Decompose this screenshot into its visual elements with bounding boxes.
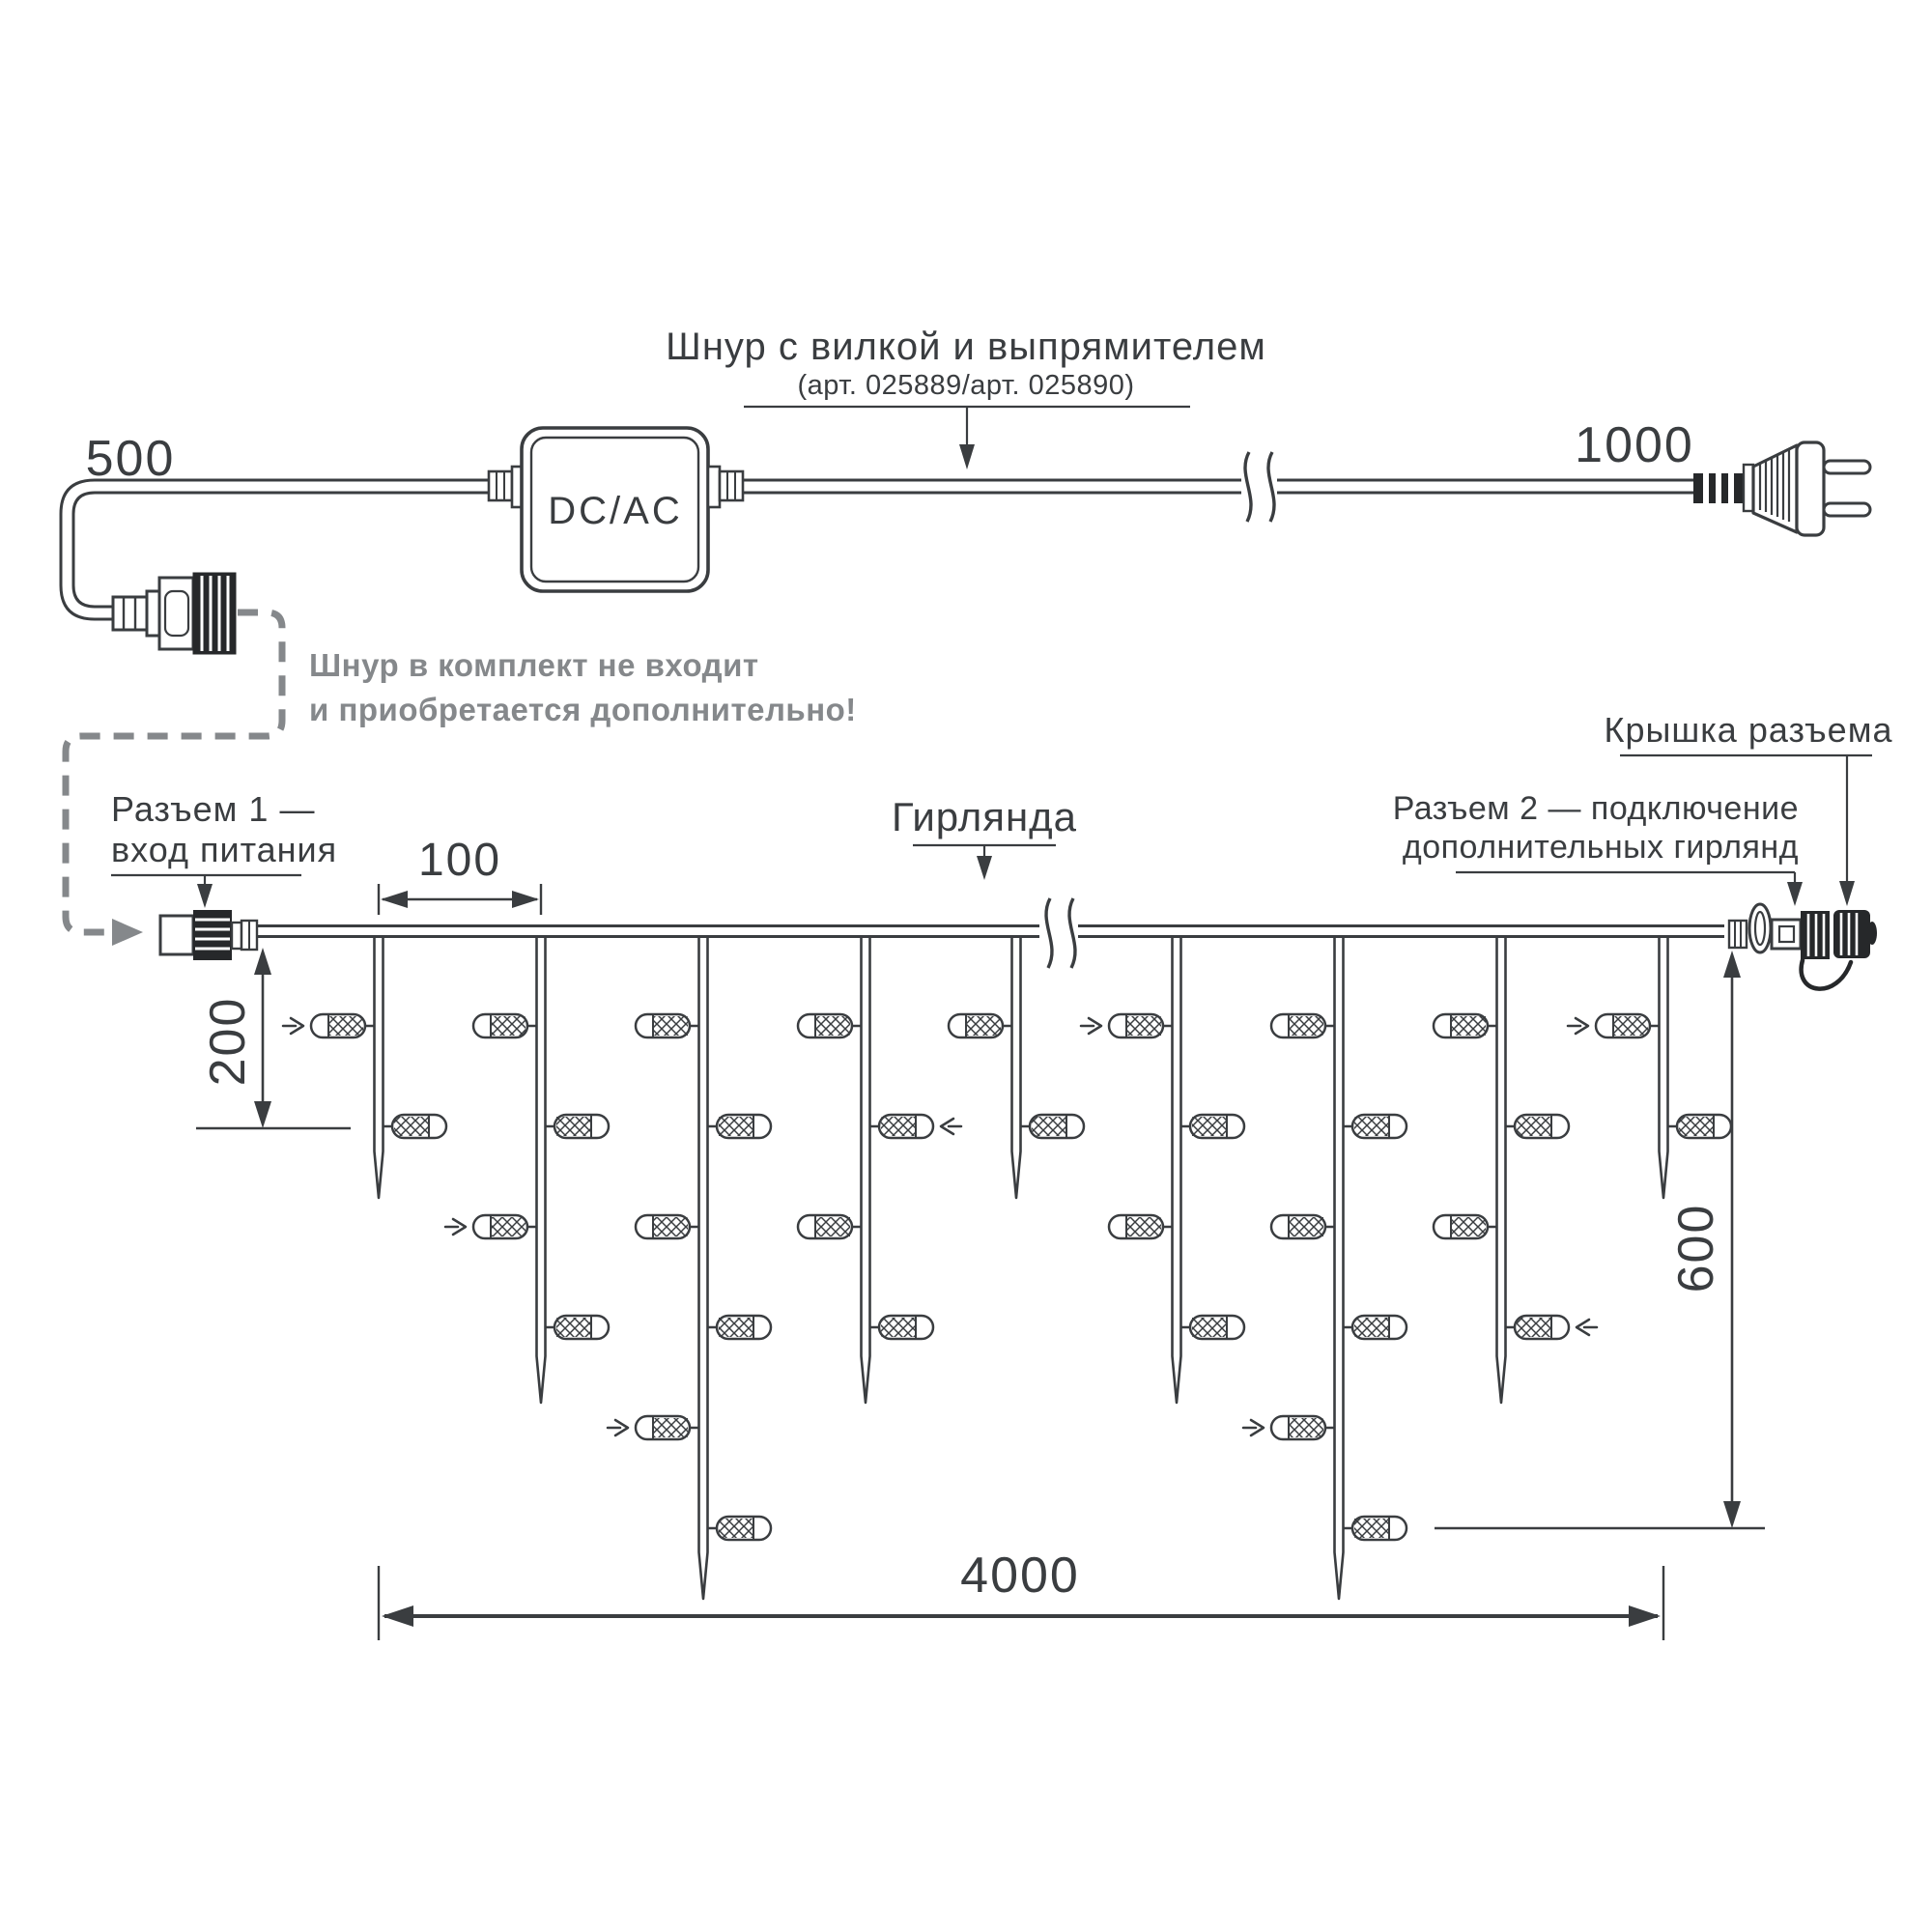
led-bulb-icon [283,1014,374,1037]
connector-2-label-line2: дополнительных гирлянд [1402,829,1799,866]
connector-2-label-line1: Разъем 2 — подключение [1392,790,1799,827]
led-bulb-icon [1271,1014,1334,1037]
dimension-100 [379,835,541,915]
dimension-4000-value: 4000 [960,1548,1080,1604]
mains-plug [1693,442,1870,535]
light-rays-icon [608,1420,628,1435]
connector-1-callout [111,789,337,908]
led-bulb-icon [384,1115,446,1138]
light-rays-icon [941,1119,961,1134]
garland-label: Гирлянда [891,794,1078,839]
light-rays-icon [445,1219,466,1235]
led-bulb-icon [546,1115,609,1138]
led-bulb-icon [870,1115,961,1138]
led-bulb-icon [949,1014,1011,1037]
light-rays-icon [1577,1320,1597,1335]
dashed-path-arrow [112,919,143,946]
led-bulb-icon [1344,1517,1406,1540]
led-bulb-icon [1109,1215,1172,1238]
garland-drop [1243,935,1406,1599]
garland-drop [1081,935,1244,1403]
led-bulb-icon [546,1316,609,1339]
led-bulb-icon [636,1215,698,1238]
led-bulb-icon [1344,1316,1406,1339]
dimension-600-value: 600 [1668,1203,1724,1293]
garland-assembly [111,710,1892,1640]
cord-callout-subtitle: (арт. 025889/арт. 025890) [797,370,1135,401]
light-rays-icon [283,1018,303,1034]
led-bulb-icon [1506,1316,1597,1339]
garland-drop [445,935,609,1403]
led-bulb-icon [708,1316,771,1339]
dimension-100-value: 100 [417,835,502,886]
light-rays-icon [1568,1018,1588,1034]
dc-connector [113,573,236,654]
led-bulb-icon [1434,1215,1496,1238]
dc-ac-converter [489,428,743,591]
led-bulb-icon [1243,1416,1334,1439]
led-bulb-icon [1021,1115,1084,1138]
connector-1 [160,910,257,960]
led-bulb-icon [798,1014,861,1037]
garland-drop [798,935,961,1403]
led-bulb-icon [708,1115,771,1138]
plug-prong-top [1824,461,1870,473]
garland-wire [257,926,1724,937]
led-bulb-icon [1181,1316,1244,1339]
led-bulb-icon [445,1215,536,1238]
connector-1-label-line1: Разъем 1 — [111,789,316,829]
connector-2-callout [1393,790,1803,906]
garland-drop [1568,935,1731,1198]
light-rays-icon [1243,1420,1264,1435]
led-bulb-icon [1344,1115,1406,1138]
garland-drop [1434,935,1597,1403]
cord-callout-arrow [959,444,975,469]
led-bulb-icon [473,1014,536,1037]
garland-drops [283,935,1731,1599]
cap-tether [1802,960,1851,989]
connector-2 [1729,904,1877,989]
cord-length-right-label: 1000 [1575,417,1694,473]
note-line-1: Шнур в комплект не входит [309,647,759,683]
cord-callout [666,326,1266,469]
garland-label-callout [892,794,1077,880]
led-bulb-icon [870,1316,933,1339]
led-bulb-icon [1568,1014,1659,1037]
led-bulb-icon [1434,1014,1496,1037]
light-rays-icon [1081,1018,1101,1034]
led-bulb-icon [608,1416,698,1439]
garland-break-mark [1046,898,1075,968]
cord-length-left-label: 500 [85,431,176,487]
led-bulb-icon [1668,1115,1731,1138]
led-bulb-icon [708,1517,771,1540]
connector-cap [1833,910,1870,958]
led-bulb-icon [1081,1014,1172,1037]
garland-drop [608,935,771,1599]
led-bulb-icon [798,1215,861,1238]
dashed-connection-path [66,612,282,946]
garland-drop [283,935,446,1198]
led-bulb-icon [1506,1115,1569,1138]
connector-1-label-line2: вход питания [111,830,338,869]
led-bulb-icon [1271,1215,1334,1238]
led-bulb-icon [1181,1115,1244,1138]
cap-label: Крышка разъема [1604,710,1893,750]
garland-drop [949,935,1084,1198]
dimension-4000 [379,1548,1663,1640]
plug-prong-bottom [1824,503,1870,516]
converter-label: DC/AC [548,490,683,532]
note-line-2: и приобретается дополнительно! [309,692,857,727]
cord-callout-title: Шнур с вилкой и выпрямителем [666,326,1266,368]
cord-to-plug [743,480,1693,493]
cord-break-mark [1245,452,1274,522]
led-bulb-icon [636,1014,698,1037]
dimension-600 [1435,951,1765,1528]
dimension-200-value: 200 [200,996,256,1087]
